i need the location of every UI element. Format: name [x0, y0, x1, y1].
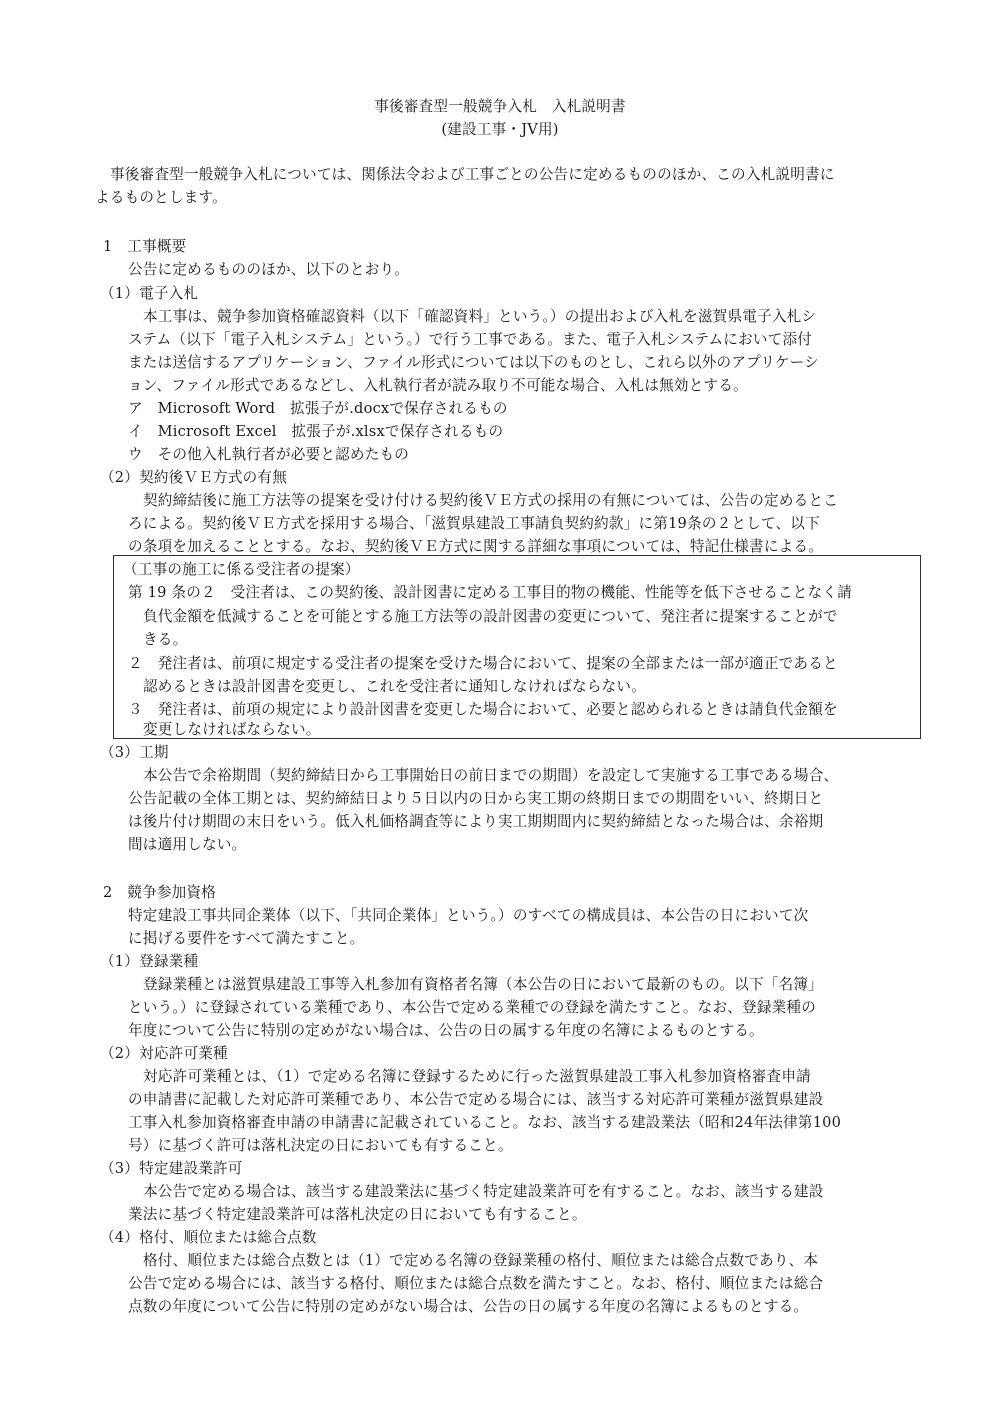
clause-line: 変更しなければならない。: [143, 721, 321, 738]
paragraph-line: 業法に基づく特定建設業許可は落札決定の日においても有すること。: [128, 1206, 587, 1223]
paragraph-line: 本公告で定める場合は、該当する建設業法に基づく特定建設業許可を有すること。なお、該当する建設: [143, 1183, 824, 1200]
paragraph-line: は後片付け期間の末日をいう。低入札価格調査等により実工期期間内に契約締結となった場合は、余裕期: [128, 813, 824, 830]
paragraph-line: ろによる。契約後ＶＥ方式を採用する場合、「滋賀県建設工事請負契約約款」に第19条の２として、以下: [128, 515, 820, 532]
paragraph-line: の条項を加えることとする。なお、契約後ＶＥ方式に関する詳細な事項については、特記仕様書による。: [128, 538, 824, 555]
paragraph-line: の申請書に記載した対応許可業種であり、本公告で定める場合には、該当する対応許可業種が滋賀県建設: [128, 1091, 824, 1108]
list-item: ウ その他入札執行者が必要と認めたもの: [128, 446, 410, 463]
paragraph-line: ステム（以下「電子入札システム」という。）で行う工事である。また、電子入札システムにおいて添付: [128, 331, 813, 348]
intro-line: 事後審査型一般競争入札については、関係法令および工事ごとの公告に定めるもののほか、この入札説明書に: [110, 166, 835, 183]
paragraph-line: 年度について公告に特別の定めがない場合は、公告の日の属する年度の名簿によるものとする。: [128, 1022, 764, 1039]
clause-line: ３ 発注者は、前項の規定により設計図書を変更した場合において、必要と認められるときは請負代金額を: [128, 701, 838, 718]
clause-line: きる。: [143, 631, 188, 648]
subsection-heading: （3）工期: [100, 744, 169, 761]
section-lead: 公告に定めるもののほか、以下のとおり。: [128, 261, 410, 278]
paragraph-line: 公告記載の全体工期とは、契約締結日より５日以内の日から実工期の終期日までの期間をいい、終期日と: [128, 790, 824, 807]
document-subtitle: (建設工事・JV用): [441, 121, 559, 138]
subsection-heading: （3）特定建設業許可: [100, 1160, 243, 1177]
paragraph-line: 本公告で余裕期間（契約締結日から工事開始日の前日までの期間）を設定して実施する工事である場合、: [143, 767, 839, 784]
section-lead: に掲げる要件をすべて満たすこと。: [128, 930, 365, 947]
paragraph-line: 間は適用しない。: [128, 836, 247, 853]
subsection-heading: （2）契約後ＶＥ方式の有無: [100, 469, 288, 486]
clause-line: 認めるときは設計図書を変更し、これを受注者に通知しなければならない。: [143, 678, 646, 695]
subsection-heading: （1）電子入札: [100, 285, 199, 302]
paragraph-line: 公告で定める場合には、該当する格付、順位または総合点数を満たすこと。なお、格付、順位または総合: [128, 1275, 824, 1292]
section-heading: 2 競争参加資格: [103, 884, 217, 901]
subsection-heading: （4）格付、順位または総合点数: [100, 1229, 317, 1246]
paragraph-line: 対応許可業種とは、（1）で定める名簿に登録するために行った滋賀県建設工事入札参加資格審査申請: [143, 1068, 811, 1085]
paragraph-line: 号）に基づく許可は落札決定の日においても有すること。: [128, 1137, 513, 1154]
section-heading: 1 工事概要: [103, 238, 187, 255]
paragraph-line: 本工事は、競争参加資格確認資料（以下「確認資料」という。）の提出および入札を滋賀県電子入札シ: [143, 308, 817, 325]
clause-line: 第 19 条の２ 受注者は、この契約後、設計図書に定める工事目的物の機能、性能等を低下させることなく請: [128, 584, 852, 601]
subsection-heading: （1）登録業種: [100, 953, 199, 970]
paragraph-line: 契約締結後に施工方法等の提案を受け付ける契約後ＶＥ方式の採用の有無については、公告の定めるとこ: [143, 492, 839, 509]
intro-line: よるものとします。: [95, 189, 227, 206]
clause-line: 負代金額を低減することを可能とする施工方法等の設計図書の変更について、発注者に提案することがで: [143, 608, 838, 625]
clause-line: （工事の施工に係る受注者の提案）: [123, 561, 360, 578]
paragraph-line: という。）に登録されている業種であり、本公告で定める業種での登録を満たすこと。なお、登録業種の: [128, 999, 817, 1016]
paragraph-line: 登録業種とは滋賀県建設工事等入札参加有資格者名簿（本公告の日において最新のもの。以下「名簿」: [143, 976, 823, 993]
list-item: ア Microsoft Word 拡張子が.docxで保存されるもの: [128, 400, 508, 417]
paragraph-line: 格付、順位または総合点数とは（1）で定める名簿の登録業種の格付、順位または総合点数であり、本: [143, 1252, 819, 1269]
paragraph-line: 工事入札参加資格審査申請の申請書に記載されていること。なお、該当する建設業法（昭和24年法律第100: [128, 1114, 842, 1131]
paragraph-line: 点数の年度について公告に特別の定めがない場合は、公告の日の属する年度の名簿によるものとする。: [128, 1298, 809, 1315]
paragraph-line: または送信するアプリケーション、ファイル形式については以下のものとし、これら以外のアプリケーシ: [128, 354, 819, 371]
list-item: イ Microsoft Excel 拡張子が.xlsxで保存されるもの: [128, 423, 504, 440]
section-lead: 特定建設工事共同企業体（以下、「共同企業体」という。）のすべての構成員は、本公告の日において次: [128, 907, 809, 924]
subsection-heading: （2）対応許可業種: [100, 1045, 228, 1062]
clause-line: ２ 発注者は、前項に規定する受注者の提案を受けた場合において、提案の全部または一部が適正であると: [128, 655, 838, 672]
document-title: 事後審査型一般競争入札 入札説明書: [374, 98, 626, 115]
paragraph-line: ョン、ファイル形式であるなどし、入札執行者が読み取り不可能な場合、入札は無効とする。: [128, 377, 748, 394]
